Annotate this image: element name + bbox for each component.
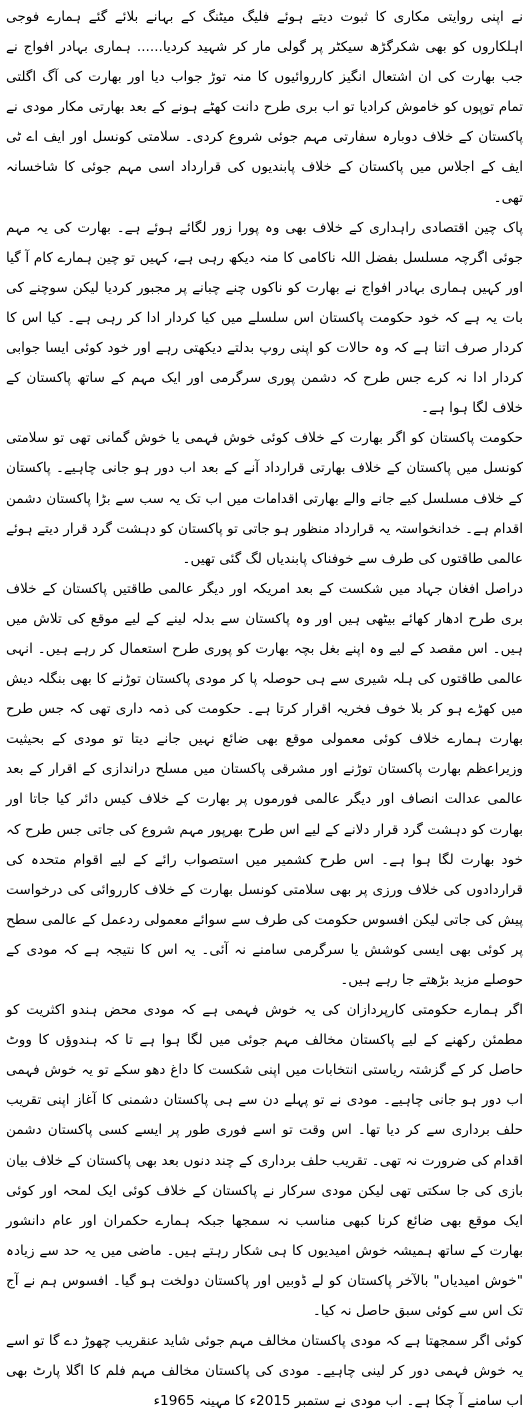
- paragraph-5: اگر ہمارے حکومتی کارپردازان کی یہ خوش فہمی ہے کہ مودی محض ہندو اکثریت کو مطمئن رکھنے کے لیے پاکستان مخالف مہم جوئی میں لگا ہوا ہے تا کہ ہندوؤں کا ووٹ حاصل کر کے گزشتہ ریاستی انتخابات میں اپنی شکست کا داغ دھو سکے تو یہ خوش فہمی اب دور ہو جانی چاہیے۔ مودی نے تو پہلے دن سے ہی پاکستان دشمنی کا آغاز اپنی تقریب حلف برداری سے کر دیا تھا۔ اس وقت تو اسے فوری طور پر ایسے کسی پاکستان دشمن اقدام کی ضرورت نہ تھی۔ تقریب حلف برداری کے چند دنوں بعد بھی پاکستان کے خلاف بیان بازی کی جا سکتی تھی لیکن مودی سرکار نے پاکستان کے خلاف کوئی ایک لمحہ اور کوئی ایک موقع بھی ضائع کرنا کبھی مناسب نہ سمجھا جبکہ ہمارے حکمران اور عام دانشور بھارت کے ساتھ ہمیشہ خوش امیدیوں کا ہی شکار رہتے ہیں۔ ماضی میں یہ حد سے زیادہ "خوش امیدیاں" بالآخر پاکستان کو لے ڈوبیں اور پاکستان دولخت ہو گیا۔ افسوس ہم نے آج تک اس سے کوئی سبق حاصل نہ کیا۔: [6, 1002, 523, 1320]
- paragraph-2: پاک چین اقتصادی راہداری کے خلاف بھی وہ پورا زور لگائے ہوئے ہے۔ بھارت کی یہ مہم جوئی اگرچہ مسلسل بفضل اللہ ناکامی کا منہ دیکھ رہی ہے، کہیں تو چین ہمارے کام آ گیا اور کہیں ہماری بہادر افواج نے بھارت کو ناکوں چنے چبانے پر مجبور کردیا لیکن سوچنے کی بات یہ ہے کہ خود حکومت پاکستان اس سلسلے میں کیا کردار ادا کر رہی ہے۔ کیا اس کا کردار صرف اتنا ہے کہ وہ حالات کو اپنی روپ بدلتے دیکھتی رہے اور خود کوئی ایسا جوابی کردار ادا نہ کرے جس طرح کہ دشمن پوری سرگرمی اور ایک مہم کے ساتھ پاکستان کے خلاف لگا ہوا ہے۔: [6, 219, 523, 417]
- paragraph-3: حکومت پاکستان کو اگر بھارت کے خلاف کوئی خوش فہمی یا خوش گمانی تھی تو سلامتی کونسل میں پاکستان کے خلاف بھارتی قرارداد آنے کے بعد اب دور ہو جانی چاہیے۔ پاکستان کے خلاف مسلسل کیے جانے والے بھارتی اقدامات میں اب تک یہ سب سے بڑا پاکستان دشمن اقدام ہے۔ خدانخواستہ یہ قرارداد منظور ہو جاتی تو پاکستان کو دہشت گرد قرار دیتے ہوئے عالمی طاقتوں کی طرف سے خوفناک پابندیاں لگ گئی تھیں۔: [6, 430, 523, 567]
- paragraph-4: دراصل افغان جہاد میں شکست کے بعد امریکہ اور دیگر عالمی طاقتیں پاکستان کے خلاف بری طرح ادھار کھائے بیٹھی ہیں اور وہ پاکستان سے بدلہ لینے کے لیے موقع کی تلاش میں ہیں۔ اس مقصد کے لیے وہ اپنے بغل بچہ بھارت کو پوری طرح استعمال کر رہے ہیں۔ انہی عالمی طاقتوں کی ہلہ شیری سے ہی حوصلہ پا کر مودی پاکستان توڑنے کا بھی بنگلہ دیش میں کھڑے ہو کر بلا خوف فخریہ اقرار کرتا ہے۔ حکومت کی ذمہ داری تھی کہ جس طرح بھارت ہمارے خلاف کوئی معمولی موقع بھی ضائع نہیں جانے دیتا تو مودی کے بحیثیت وزیراعظم بھارت پاکستان توڑنے اور مشرقی پاکستان میں مسلح دراندازی کے اقرار کے بعد عالمی عدالت انصاف اور دیگر عالمی فورموں پر بھارت کے خلاف کیس دائر کیا جاتا اور بھارت کو دہشت گرد قرار دلانے کے لیے اس طرح بھرپور مہم شروع کی جاتی جس طرح کہ خود بھارت لگا ہوا ہے۔ اس طرح کشمیر میں استصواب رائے کے لیے اقوام متحدہ کی قراردادوں کی خلاف ورزی پر بھی سلامتی کونسل بھارت کے خلاف کارروائی کی درخواست پیش کی جاتی لیکن افسوس حکومت کی طرف سے سوائے معمولی ردعمل کے عالمی سطح پر کوئی بھی ایسی کوشش یا سرگرمی سامنے نہ آئی۔ یہ اس کا نتیجہ ہے کہ مودی کے حوصلے مزید بڑھتے جا رہے ہیں۔: [6, 580, 523, 988]
- paragraph-1: نے اپنی روایتی مکاری کا ثبوت دیتے ہوئے فلیگ میٹنگ کے بہانے بلائے گئے ہمارے فوجی اہلکاروں کو بھی شکرگڑھ سیکٹر پر گولی مار کر شہید کردیا...... ہماری بہادر افواج نے جب بھارت کی ان اشتعال انگیز کارروائیوں کا منہ توڑ جواب دیا اور بھارت کی آگ اگلتی تمام توپوں کو خاموش کرادیا تو اب بری طرح دانت کھٹے ہونے کے بعد بھارتی مکار مودی نے پاکستان کے خلاف دوبارہ سفارتی مہم جوئی شروع کردی۔ سلامتی کونسل اور ایف اے ٹی ایف کے اجلاس میں پاکستان کے خلاف پابندیوں کی قرارداد اسی مہم جوئی کا شاخسانہ تھی۔: [6, 9, 523, 206]
- paragraph-6: کوئی اگر سمجھتا ہے کہ مودی پاکستان مخالف مہم جوئی شاید عنقریب چھوڑ دے گا تو اسے یہ خوش فہمی دور کر لینی چاہیے۔ مودی کی پاکستان مخالف مہم فلم کا اگلا پارٹ بھی اب سامنے آ چکا ہے۔ اب مودی نے ستمبر 2015ء کا مہینہ 1965ء: [6, 1333, 523, 1410]
